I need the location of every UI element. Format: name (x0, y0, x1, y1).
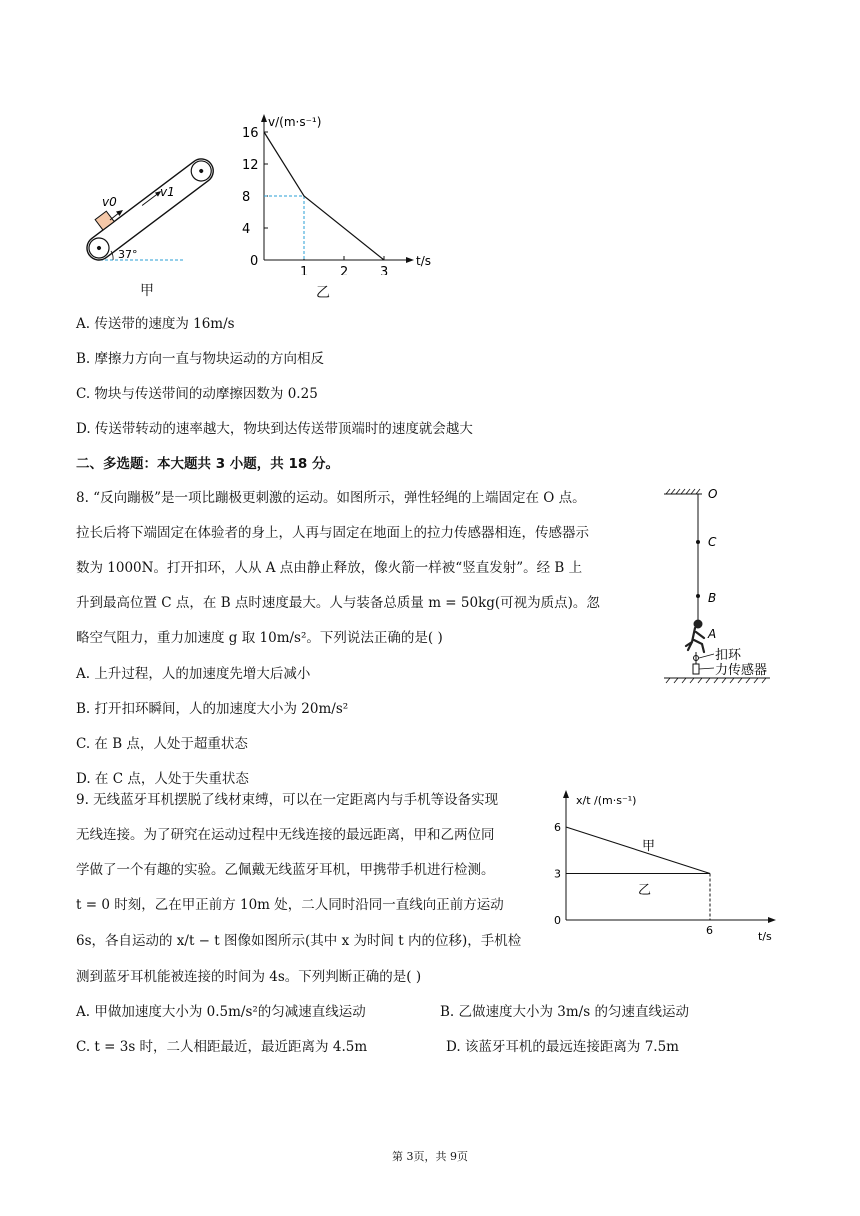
figure-yi-vt-graph (240, 110, 440, 275)
q9-option-d: D. 该蓝牙耳机的最远连接距离为 7.5m (446, 1039, 679, 1055)
q9-line-1: 9. 无线蓝牙耳机摆脱了线材束缚，可以在一定距离内与手机等设备实现 (76, 792, 499, 808)
series-jia-line (566, 827, 710, 874)
q8-line-2: 拉长后将下端固定在体验者的身上，人再与固定在地面上的拉力传感器相连，传感器示 (76, 525, 589, 541)
x-axis-label: t/s (416, 254, 431, 268)
y-tick-label: 4 (242, 222, 251, 237)
force-sensor (693, 664, 699, 674)
q9-option-b: B. 乙做速度大小为 3m/s 的匀速直线运动 (440, 1004, 689, 1020)
x-tick-label: 3 (380, 265, 389, 275)
series-jia-label: 甲 (642, 839, 656, 854)
q9-line-6: 测到蓝牙耳机能被连接的时间为 4s。下列判断正确的是( ) (76, 969, 422, 985)
series-yi-label: 乙 (638, 883, 652, 898)
label-buckle: 扣环 (715, 648, 742, 663)
label-a: A (708, 627, 717, 641)
q9-line-5: 6s，各自运动的 x/t − t 图像如图所示(其中 x 为时间 t 内的位移)，手机检 (76, 933, 522, 949)
figure-xt-graph (552, 784, 792, 944)
v0-label: v0 (102, 195, 117, 209)
q7-option-b: B. 摩擦力方向一直与物块运动的方向相反 (76, 351, 325, 367)
y-tick-0: 0 (554, 914, 561, 927)
caption-jia: 甲 (140, 283, 154, 299)
y-tick-label: 16 (242, 126, 259, 141)
q8-line-5: 略空气阻力，重力加速度 g 取 10m/s²。下列说法正确的是( ) (76, 630, 443, 646)
q8-option-a: A. 上升过程，人的加速度先增大后减小 (76, 666, 311, 682)
x-axis-label: t/s (758, 930, 772, 943)
label-sensor: 力传感器 (715, 663, 768, 678)
q9-option-a: A. 甲做加速度大小为 0.5m/s²的匀减速直线运动 (76, 1004, 366, 1020)
section-heading: 二、多选题：本大题共 3 小题，共 18 分。 (76, 456, 339, 472)
x-tick-label: 1 (300, 265, 309, 275)
x-tick-label: 2 (340, 265, 349, 275)
angle-label: 37° (118, 248, 138, 261)
label-o: O (708, 487, 718, 501)
caption-yi: 乙 (316, 285, 330, 301)
q7-option-d: D. 传送带转动的速率越大，物块到达传送带顶端时的速度就会越大 (76, 421, 473, 437)
person-icon (686, 620, 704, 652)
q8-line-4: 升到最高位置 C 点，在 B 点时速度最大。人与装备总质量 m = 50kg(可视为质点)。忽 (76, 595, 600, 611)
q8-option-c: C. 在 B 点，人处于超重状态 (76, 736, 248, 752)
q8-line-3: 数为 1000N。打开扣环，人从 A 点由静止释放，像火箭一样被“竖直发射”。经 B 上 (76, 560, 583, 576)
q7-option-a: A. 传送带的速度为 16m/s (76, 316, 235, 332)
label-b: B (708, 591, 717, 605)
q8-line-1: 8. “反向蹦极”是一项比蹦极更刺激的运动。如图所示，弹性轻绳的上端固定在 O 点。 (76, 490, 586, 506)
label-c: C (708, 535, 717, 549)
y-tick-3: 3 (554, 867, 561, 881)
q9-option-c: C. t = 3s 时，二人相距最近，最近距离为 4.5m (76, 1039, 368, 1055)
y-tick-label: 0 (250, 254, 259, 269)
q8-option-d: D. 在 C 点，人处于失重状态 (76, 771, 249, 787)
page-footer: 第 3页，共 9页 (392, 1150, 468, 1163)
figure-reverse-bungee (658, 482, 788, 692)
y-axis-label: x/t /(m·s⁻¹) (576, 794, 637, 807)
v1-label: v1 (160, 185, 175, 199)
q9-line-4: t = 0 时刻，乙在甲正前方 10m 处，二人同时沿同一直线向正前方运动 (76, 897, 504, 913)
x-tick-6: 6 (706, 924, 713, 937)
q8-option-b: B. 打开扣环瞬间，人的加速度大小为 20m/s² (76, 701, 349, 717)
q9-line-2: 无线连接。为了研究在运动过程中无线连接的最远距离，甲和乙两位同 (76, 827, 495, 843)
y-tick-label: 12 (242, 158, 259, 173)
q7-option-c: C. 物块与传送带间的动摩擦因数为 0.25 (76, 386, 318, 402)
y-tick-6: 6 (554, 821, 561, 834)
figure-jia-conveyor (80, 150, 230, 300)
y-tick-label: 8 (242, 190, 251, 205)
y-axis-label: v/(m·s⁻¹) (268, 115, 322, 129)
q9-line-3: 学做了一个有趣的实验。乙佩戴无线蓝牙耳机，甲携带手机进行检测。 (76, 862, 495, 878)
